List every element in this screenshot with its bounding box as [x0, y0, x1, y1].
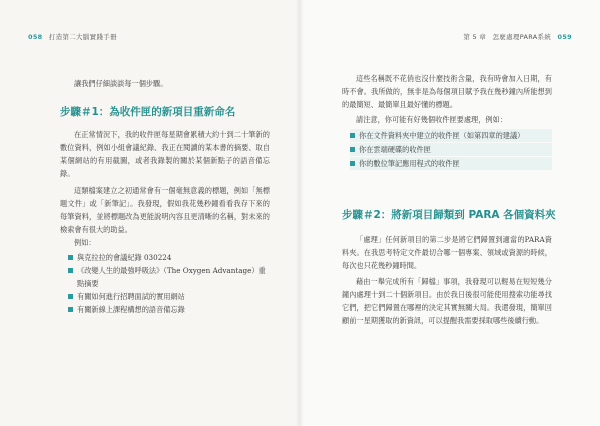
left-paragraphs [60, 128, 270, 316]
right-paragraph-4: 藉由一舉完成所有「歸檔」事項，我發現可以輕易在短短幾分鐘內處理十到二十個新項目。由於我日後很可能使用搜索功能尋找它們，把它們歸置在哪裡的決定其實無關大局。我還發現，簡單回顧前一星期獲取的新資訊，可以提醒我需要採取哪些後續行動。 [342, 277, 552, 325]
right-top-block [342, 72, 552, 171]
example-list [60, 251, 270, 316]
right-page-number: 059 [557, 33, 572, 41]
right-paragraph-2: 請注意，你可能有好幾個收件匣要處理，例如： [356, 115, 507, 124]
right-paragraph-3: 「處理」任何新項目的第二步是將它們歸置到適當的PARA資料夾。在我思考特定文件最切合哪一個專案、領域或資源的時候，每次也只花幾秒鐘時間。 [342, 235, 552, 270]
inbox-item: 你在文件資料夾中建立的收件匣（如第四章的建議） [350, 129, 552, 142]
example-item: 與克拉拉的會議紀錄 030224 [68, 251, 270, 264]
right-page [300, 0, 600, 426]
right-bottom-block [342, 233, 552, 327]
right-running-title: 怎麼處理PARA系統 [492, 33, 552, 41]
example-item: 《改變人生的最強呼吸法》（The Oxygen Advantage）重點摘要 [68, 264, 270, 290]
step1-heading: 步驟＃1：為收件匣的新項目重新命名 [60, 106, 236, 118]
example-label: 例如： [74, 238, 96, 247]
example-item: 有關如何進行招聘面試的實用網站 [68, 290, 270, 303]
step1-heading-block [60, 104, 280, 119]
example-item: 有關新線上課程構想的語音備忘錄 [68, 303, 270, 316]
left-paragraph-2: 這類檔案建立之初通常會有一個毫無意義的標題，例如「無標題文件」或「新筆記」。我發現，假如我花幾秒鐘看看我存下來的每筆資料，並將標題改為更能說明內容且更清晰的名稱，對未來的檢索會有很大的助益。 [60, 186, 270, 234]
left-page-header [24, 32, 117, 41]
inbox-item: 你在雲端硬碟的收件匣 [350, 143, 552, 156]
left-paragraph-1: 在正常情況下，我的收件匣每星期會累積大約十到二十筆新的數位資料，例如小組會議紀錄、我正在閱讀的某本書的摘要、取自某個網站的有用截圖，或者我錄製的關於某個新點子的語音備忘錄。 [60, 130, 270, 178]
right-paragraph-1: 這些名稱既不花俏也沒什麼技術含量，我有時會加入日期，有時不會。我所做的，無非是為每個項目賦予我在幾秒鐘內所能想到的最簡短、最簡單且最好懂的標題。 [342, 74, 552, 109]
intro-text: 讓我們仔細談談每一個步驟。 [74, 79, 168, 88]
inbox-item: 你的數位筆記應用程式的收件匣 [350, 157, 552, 170]
right-page-header [463, 32, 576, 41]
step2-heading: 步驟＃2：將新項目歸類到 PARA 各個資料夾 [342, 209, 556, 221]
left-intro-block [60, 77, 270, 90]
inbox-list [342, 129, 552, 170]
spine-shadow [296, 0, 304, 426]
chapter-label: 第 5 章 [463, 33, 487, 41]
left-running-title: 打造第二大腦實踐手冊 [48, 33, 117, 41]
step2-heading-block [342, 207, 572, 222]
left-page-number: 058 [28, 33, 43, 41]
